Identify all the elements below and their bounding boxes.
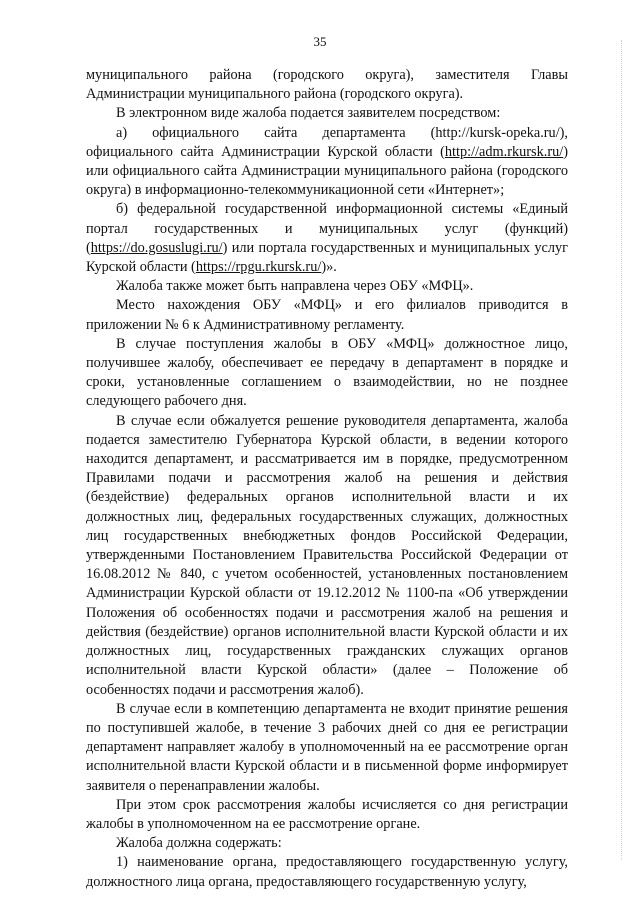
paragraph-mfc-location: Место нахождения ОБУ «МФЦ» и его филиалов приводится в приложении № 6 к Административному регламенту. (86, 297, 568, 333)
scan-edge-marks (619, 40, 622, 860)
paragraph-review-term: При этом срок рассмотрения жалобы исчисляется со дня регистрации жалобы в уполномоченном на ее рассмотрение органе. (86, 796, 568, 832)
item-a-text: а) официального сайта департамента (http://kursk-opeka.ru/), официального сайта Администрации Курской области ( (86, 124, 568, 160)
page-number: 35 (313, 34, 327, 49)
paragraph-item-1: 1) наименование органа, предоставляющего государственную услугу, должностного лица органа, предоставляющего государственную услугу, (86, 854, 568, 890)
document-body (86, 66, 568, 892)
paragraph-item-b (86, 200, 568, 277)
rpgu-link[interactable]: https://rpgu.rkursk.ru/ (195, 259, 322, 276)
item-a-text-end: ) или официального сайта Администрации муниципального района (городского округа) в информационно-телекоммуникационной сети «Интернет»; (86, 143, 568, 199)
item-b-text: б) федеральной государственной информационной системы «Единый портал государственных и муниципальных услуг (функций) ( (86, 201, 568, 256)
paragraph-continuation: муниципального района (городского округа), заместителя Главы Администрации муниципального района (городского округа). (86, 67, 568, 103)
paragraph-head-appeal: В случае если обжалуется решение руководителя департамента, жалоба подается заместителю Губернатора Курской области, в ведении которого находится департамент, и рассматривается им в порядке, предусмотренном Правилами подачи и рассмотрения жалоб на решения и действия (бездействие) федеральных органов исполнительной власти и их должностных лиц, федеральных государственных служащих, должностных лиц государственных внебюджетных фондов Российской Федерации, утвержденными Постановлением Правительства Российской Федерации от 16.08.2012 № 840, с учетом особенностей, установленных постановлением Администрации Курской области от 19.12.2012 № 1100-па «Об утверждении Положения об особенностях подачи и рассмотрения жалоб на решения и действия (бездействие) органов исполнительной власти Курской области и их должностных лиц, государственных гражданских служащих органов исполнительной власти Курской области» (далее – Положение об особенностях подачи и рассмотрения жалоб). (86, 412, 568, 698)
paragraph-electronic-submission: В электронном виде жалоба подается заявителем посредством: (116, 105, 501, 122)
paragraph-item-a (86, 124, 568, 201)
gosuslugi-link[interactable]: https://do.gosuslugi.ru/ (90, 239, 223, 256)
adm-rkursk-link[interactable]: http://adm.rkursk.ru/ (444, 143, 564, 160)
paragraph-complaint-contents: Жалоба должна содержать: (116, 835, 282, 852)
paragraph-mfc: Жалоба также может быть направлена через ОБУ «МФЦ». (116, 278, 474, 295)
paragraph-competence: В случае если в компетенцию департамента не входит принятие решения по поступившей жалобе, в течение 3 рабочих дней со дня ее регистрации департамент направляет жалобу в уполномоченный на ее рассмотрение орган исполнительной власти Курской области и в письменной форме информирует заявителя о перенаправлении жалобы. (86, 700, 568, 794)
paragraph-mfc-transfer: В случае поступления жалобы в ОБУ «МФЦ» должностное лицо, получившее жалобу, обеспечивает ее передачу в департамент в порядке и сроки, установленные соглашением о взаимодействии, но не позднее следующего рабочего дня. (86, 335, 568, 410)
item-b-text-end: )». (321, 259, 337, 276)
item-b-text-mid: ) или портала государственных и муниципальных услуг Курской области ( (86, 239, 568, 276)
